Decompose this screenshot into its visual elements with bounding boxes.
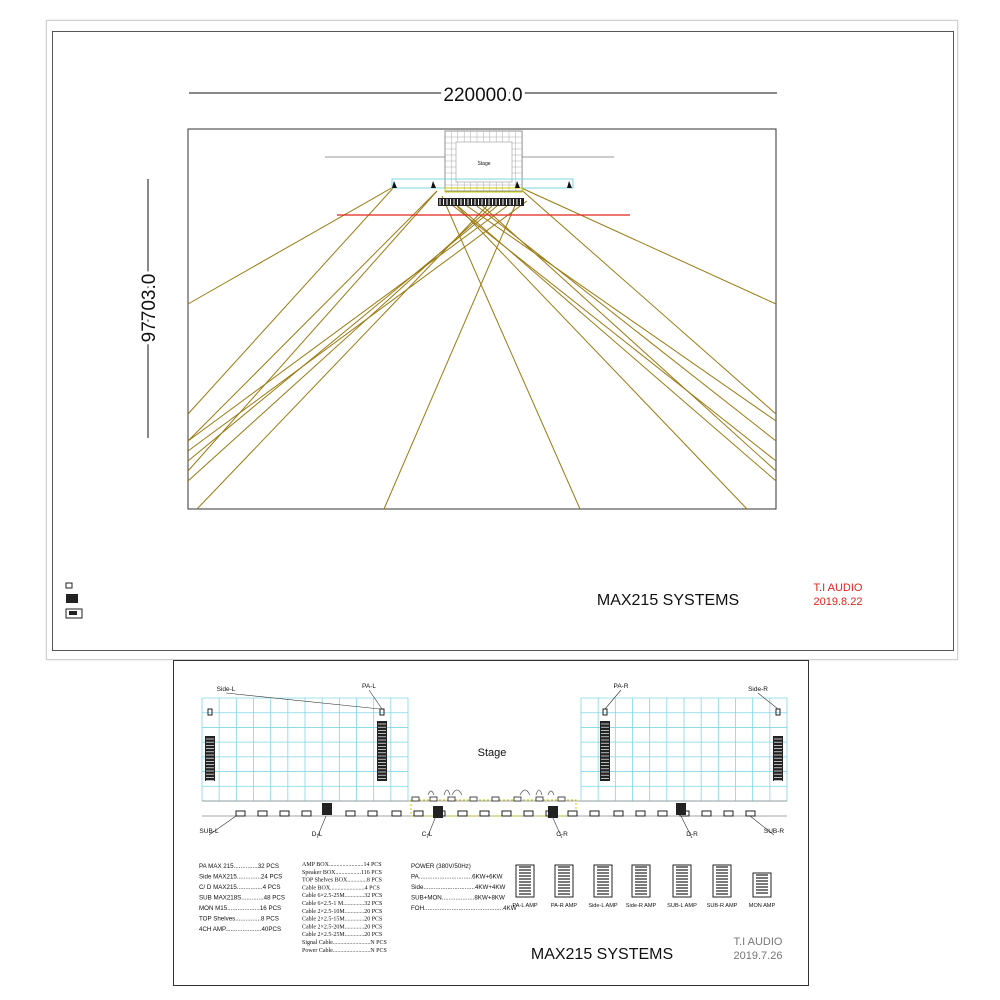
amp-label: MON AMP xyxy=(748,903,776,909)
list-line: Cable 2×2.5-25M.............20 PCS xyxy=(302,932,383,939)
legend-icon xyxy=(66,583,72,588)
height-dimension-label: 97703.0 xyxy=(139,273,160,343)
monitor-box xyxy=(536,797,543,801)
list-line: Side MAX215..............24 PCS xyxy=(199,873,283,881)
coverage-line xyxy=(188,186,395,414)
list-line: AMP BOX.......................14 PCS xyxy=(302,862,382,868)
callout-label: SUB-R xyxy=(763,828,785,835)
sub-box xyxy=(258,811,267,816)
list-line: POWER (380V/50Hz) xyxy=(411,863,471,870)
sub-box xyxy=(502,811,511,816)
bottom-drawing-sheet xyxy=(173,660,809,986)
sub-box xyxy=(702,811,711,816)
list-line: SUB MAX218S.............48 PCS xyxy=(199,894,285,902)
monitor-box xyxy=(514,797,521,801)
list-line: Cable 6×2.5-25M.............32 PCS xyxy=(302,893,383,900)
coverage-line xyxy=(457,206,747,509)
company-name-bottom: T.I AUDIO xyxy=(733,936,783,948)
equipment-list xyxy=(199,863,285,933)
prop-item xyxy=(452,790,462,795)
list-line: FOH..............................................4KW xyxy=(411,905,517,912)
list-line: PA MAX 215..............32 PCS xyxy=(199,863,280,870)
stage-label-elevation: Stage xyxy=(477,747,507,759)
array-hang-point xyxy=(603,709,607,715)
coverage-line xyxy=(477,201,776,471)
delay-speaker xyxy=(676,803,686,815)
width-dimension-label: 220000.0 xyxy=(443,85,523,106)
subwoofer-row-elevation xyxy=(236,797,755,818)
coverage-line xyxy=(197,206,487,509)
sub-box xyxy=(724,811,733,816)
prop-item xyxy=(548,791,554,795)
amp-label: SUB-R AMP xyxy=(706,903,738,909)
drawing-date: 2019.8.22 xyxy=(813,596,863,608)
list-line: Side..............................4KW+4KW xyxy=(411,884,506,891)
list-line: Cable 6×2.5-1 M..............32 PCS xyxy=(302,901,383,907)
sub-box xyxy=(614,811,623,816)
sub-box xyxy=(568,811,577,816)
monitor-box xyxy=(430,797,437,801)
list-line: Cable BOX.......................4 PCS xyxy=(302,885,380,892)
list-line: C/ D MAX215...............4 PCS xyxy=(199,884,281,891)
stage-structure xyxy=(325,131,614,206)
stage-label: Stage xyxy=(477,161,491,167)
coverage-lines xyxy=(188,186,776,509)
list-line: MON M15...................16 PCS xyxy=(199,905,282,912)
coverage-line xyxy=(447,201,776,461)
amp-label: PA-L AMP xyxy=(512,903,538,909)
cable-list xyxy=(302,862,387,954)
callout-label: D-R xyxy=(686,831,698,838)
monitor-box xyxy=(448,797,455,801)
callout-label: PA-L xyxy=(362,683,376,690)
coverage-line xyxy=(188,206,507,441)
coverage-line xyxy=(452,201,776,481)
stage-props xyxy=(428,790,554,795)
list-line: Cable 2×2.5-20M.............20 PCS xyxy=(302,924,383,931)
sub-box xyxy=(746,811,755,816)
power-list xyxy=(411,863,517,912)
sub-box xyxy=(590,811,599,816)
sub-box xyxy=(524,811,533,816)
amp-label: PA-R AMP xyxy=(550,903,578,909)
system-title: MAX215 SYSTEMS xyxy=(596,592,740,609)
coverage-line xyxy=(188,201,527,451)
coverage-line xyxy=(517,186,776,304)
list-line: Cable 2×2.5-10M.............20 PCS xyxy=(302,908,383,915)
amp-label: Side-R AMP xyxy=(625,903,657,909)
coverage-line xyxy=(442,196,580,509)
callout-leader xyxy=(369,690,382,709)
coverage-line xyxy=(467,206,776,421)
list-line: SUB+MON...................8KW+8KW xyxy=(411,894,505,902)
delay-speaker xyxy=(433,806,443,818)
prop-item xyxy=(444,790,450,795)
monitor-box xyxy=(492,797,499,801)
legend-icon xyxy=(69,611,77,615)
sub-box xyxy=(458,811,467,816)
coverage-line xyxy=(188,186,395,304)
top-drawing-sheet xyxy=(46,20,958,660)
sub-box xyxy=(368,811,377,816)
callout-leader xyxy=(605,690,621,709)
delay-speaker xyxy=(322,803,332,815)
monitor-box xyxy=(470,797,477,801)
speaker-side-r xyxy=(567,181,572,188)
coverage-line xyxy=(188,191,437,441)
list-line: Cable 2×2.5-15M.............20 PCS xyxy=(302,916,383,923)
sub-box xyxy=(346,811,355,816)
drawing-date-bottom: 2019.7.26 xyxy=(733,950,783,962)
top-plan-drawing xyxy=(47,21,957,659)
delay-speaker xyxy=(548,806,558,818)
speaker-pa-l xyxy=(431,181,436,188)
legend-icon xyxy=(66,594,78,603)
coverage-line xyxy=(517,186,776,414)
callout-label: C-L xyxy=(421,831,433,838)
callout-label: Side-R xyxy=(748,686,768,693)
callout-label: D-L xyxy=(311,831,323,838)
prop-item xyxy=(536,790,542,795)
sub-box xyxy=(414,811,423,816)
sub-box xyxy=(236,811,245,816)
prop-item xyxy=(520,790,530,795)
sub-box xyxy=(392,811,401,816)
monitor-box xyxy=(558,797,565,801)
prop-item xyxy=(428,791,434,795)
stage-elevation-drawing xyxy=(174,661,808,985)
callout-leader xyxy=(758,693,778,709)
callout-label: PA-R xyxy=(613,683,629,690)
monitor-box xyxy=(412,797,419,801)
list-line: Signal Cable.........................N PCS xyxy=(302,940,387,946)
speaker-side-l xyxy=(392,181,397,188)
array-hang-point xyxy=(208,709,212,715)
callout-label: SUB-L xyxy=(199,828,219,835)
callout-label: C-R xyxy=(556,831,568,838)
sub-box xyxy=(280,811,289,816)
right-truss-grid xyxy=(581,698,787,801)
sub-box xyxy=(302,811,311,816)
list-line: TOP Shelves BOX.............8 PCS xyxy=(302,877,383,884)
list-line: TOP Shelves...............8 PCS xyxy=(199,915,279,923)
callout-label: Side-L xyxy=(216,686,236,693)
array-hang-point xyxy=(776,709,780,715)
sub-box xyxy=(480,811,489,816)
amp-racks xyxy=(512,865,775,909)
list-line: Speaker BOX.................116 PCS xyxy=(302,869,382,876)
system-title-bottom: MAX215 SYSTEMS xyxy=(530,946,674,963)
sub-box xyxy=(658,811,667,816)
list-line: Power Cable.........................N PCS xyxy=(302,947,387,954)
sub-box xyxy=(636,811,645,816)
list-line: PA...............................6KW+6KW xyxy=(411,873,503,881)
list-line: 4CH AMP.....................40PCS xyxy=(199,926,282,933)
company-name: T.I AUDIO xyxy=(813,582,863,594)
amp-label: Side-L AMP xyxy=(588,903,618,909)
line-arrays xyxy=(205,709,783,781)
array-hang-point xyxy=(380,709,384,715)
amp-label: SUB-L AMP xyxy=(667,903,697,909)
